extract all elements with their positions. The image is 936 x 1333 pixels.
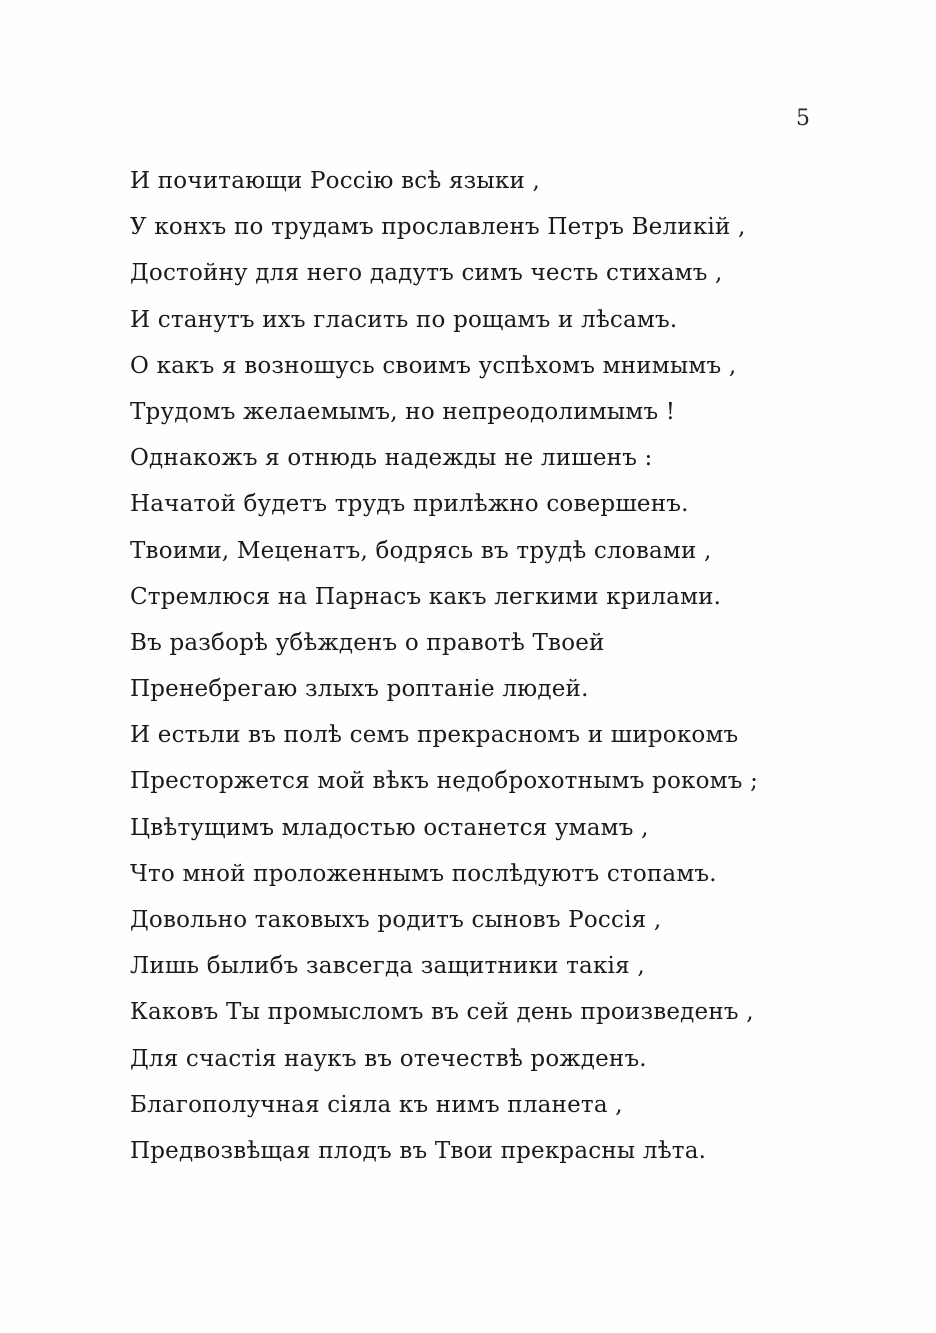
poem-line-4: И станутъ ихъ гласить по рощамъ и лѣсамъ. <box>130 306 678 333</box>
poem-line-20: Для счастія наукъ въ отечествѣ рожденъ. <box>130 1045 647 1072</box>
page-number: 5 <box>796 106 810 131</box>
poem-line-16: Что мной проложеннымъ послѣдуютъ стопамъ. <box>130 860 717 887</box>
poem-line-2: У конхъ по трудамъ прославленъ Петръ Великій , <box>130 214 746 241</box>
poem-line-9: Твоими, Меценатъ, бодрясь въ трудѣ словами , <box>130 537 712 564</box>
poem-line-19: Каковъ Ты промысломъ въ сей день произведенъ , <box>130 999 754 1026</box>
poem-line-10: Стремлюся на Парнасъ какъ легкими крилами. <box>130 583 722 610</box>
poem-line-3: Достойну для него дадутъ симъ честь стихамъ , <box>130 260 723 287</box>
poem-line-7: Однакожъ я отнюдь надежды не лишенъ : <box>130 445 653 472</box>
poem-line-14: Престоржется мой вѣкъ недоброхотнымъ рокомъ ; <box>130 768 759 795</box>
poem-line-17: Довольно таковыхъ родитъ сыновъ Россія , <box>130 907 662 933</box>
poem-line-18: Лишь былибъ завсегда защитники такія , <box>130 953 645 980</box>
poem-line-11: Въ разборѣ убѣжденъ о правотѣ Твоей <box>130 629 605 656</box>
poem-line-8: Начатой будетъ трудъ прилѣжно совершенъ. <box>130 491 689 518</box>
poem-line-22: Предвозвѣщая плодъ въ Твои прекрасны лѣта. <box>130 1137 707 1164</box>
poem-line-1: И почитающи Россію всѣ языки , <box>130 168 541 194</box>
poem-line-5: О какъ я возношусь своимъ успѣхомъ мнимымъ , <box>130 352 737 379</box>
poem-text <box>130 158 830 1174</box>
poem-line-13: И естьли въ полѣ семъ прекрасномъ и широкомъ <box>130 722 739 749</box>
poem-line-15: Цвѣтущимъ младостью останется умамъ , <box>130 814 649 841</box>
poem-line-21: Благополучная сіяла къ нимъ планета , <box>130 1091 623 1118</box>
poem-line-12: Пренебрегаю злыхъ роптаніе людей. <box>130 676 589 703</box>
poem-line-6: Трудомъ желаемымъ, но непреодолимымъ ! <box>130 398 676 425</box>
